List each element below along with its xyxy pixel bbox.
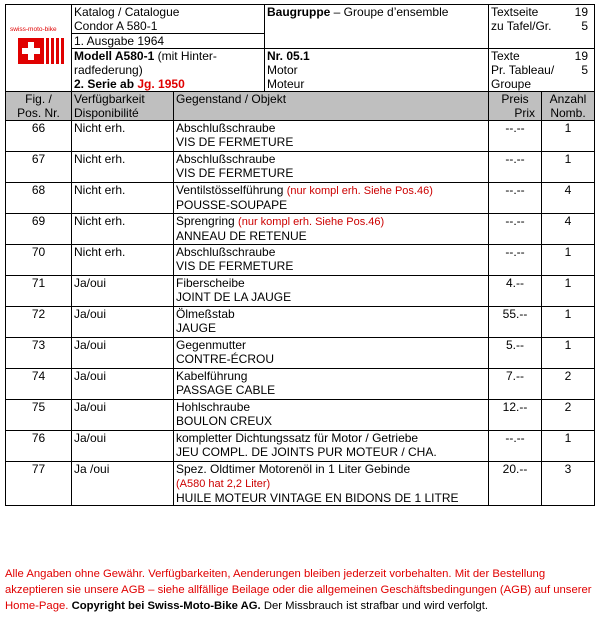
table-row bbox=[6, 245, 595, 276]
qty-cell bbox=[542, 214, 595, 245]
item-name-de: Ventilstösselführung bbox=[176, 183, 287, 197]
availability-cell bbox=[72, 338, 174, 369]
item-cell bbox=[174, 214, 489, 245]
qty-value: 1 bbox=[564, 276, 572, 290]
availability-text: Nicht erh. bbox=[74, 245, 126, 259]
price-value: 5.-- bbox=[506, 338, 524, 352]
item-cell bbox=[174, 121, 489, 152]
availability-cell bbox=[72, 121, 174, 152]
item-name-fr: PASSAGE CABLE bbox=[176, 383, 276, 397]
series-year: Jg. 1950 bbox=[137, 77, 185, 91]
availability-cell bbox=[72, 369, 174, 400]
availability-cell bbox=[72, 400, 174, 431]
price-value: --.-- bbox=[505, 121, 525, 135]
catalog-line2: Condor A 580-1 bbox=[74, 19, 158, 33]
price-value: 55.-- bbox=[502, 307, 528, 321]
qty-cell bbox=[542, 431, 595, 462]
disclaimer bbox=[5, 566, 595, 614]
pos-number: 70 bbox=[31, 245, 46, 259]
qty-value: 3 bbox=[564, 462, 572, 476]
pos-cell bbox=[6, 462, 72, 506]
price-cell bbox=[489, 121, 542, 152]
availability-cell bbox=[72, 245, 174, 276]
catalog-title-cell bbox=[72, 5, 265, 34]
model-name: Modell A580-1 bbox=[74, 49, 155, 63]
pos-number: 73 bbox=[31, 338, 46, 352]
price-cell bbox=[489, 276, 542, 307]
price-value: 12.-- bbox=[502, 400, 528, 414]
availability-text: Nicht erh. bbox=[74, 121, 126, 135]
logo-cell bbox=[6, 5, 72, 92]
item-name-de: Abschlußschraube bbox=[176, 152, 276, 166]
pos-number: 67 bbox=[31, 152, 46, 166]
availability-text: Ja/oui bbox=[74, 338, 107, 352]
table-row bbox=[6, 462, 595, 506]
item-name-fr: POUSSE-SOUPAPE bbox=[176, 198, 288, 212]
availability-cell bbox=[72, 276, 174, 307]
qty-value: 1 bbox=[564, 152, 572, 166]
price-cell bbox=[489, 338, 542, 369]
item-cell bbox=[174, 276, 489, 307]
pos-number: 71 bbox=[31, 276, 46, 290]
catalog-header bbox=[5, 4, 595, 92]
pos-number: 72 bbox=[31, 307, 46, 321]
availability-text: Nicht erh. bbox=[74, 183, 126, 197]
availability-text: Nicht erh. bbox=[74, 152, 126, 166]
table-row bbox=[6, 152, 595, 183]
pos-number: 68 bbox=[31, 183, 46, 197]
item-note: (A580 hat 2,2 Liter) bbox=[176, 478, 271, 490]
table-row bbox=[6, 307, 595, 338]
table-row bbox=[6, 431, 595, 462]
pos-cell bbox=[6, 307, 72, 338]
textseite-value: 19 bbox=[574, 5, 588, 19]
item-name-de: Fiberscheibe bbox=[176, 276, 245, 290]
group-cell bbox=[265, 5, 489, 49]
group-fr: Moteur bbox=[267, 77, 305, 91]
price-value: --.-- bbox=[505, 183, 525, 197]
item-cell bbox=[174, 152, 489, 183]
qty-cell bbox=[542, 276, 595, 307]
tafel-value: 5 bbox=[581, 19, 588, 33]
item-name-fr: HUILE MOTEUR VINTAGE EN BIDONS DE 1 LITRE bbox=[176, 491, 459, 505]
availability-cell bbox=[72, 183, 174, 214]
item-name-fr: VIS DE FERMETURE bbox=[176, 166, 294, 180]
availability-cell bbox=[72, 307, 174, 338]
availability-text: Ja /oui bbox=[74, 462, 110, 476]
edition-cell bbox=[72, 34, 265, 49]
group-label-fr: – Groupe d’ensemble bbox=[330, 5, 449, 19]
price-value: --.-- bbox=[505, 245, 525, 259]
price-value: 7.-- bbox=[506, 369, 524, 383]
item-name-fr: CONTRE-ÉCROU bbox=[176, 352, 274, 366]
col-item: Gegenstand / Objekt bbox=[174, 92, 489, 121]
texte-cell bbox=[489, 49, 595, 92]
pos-number: 66 bbox=[31, 121, 46, 135]
pos-number: 77 bbox=[31, 462, 46, 476]
qty-cell bbox=[542, 121, 595, 152]
price-cell bbox=[489, 369, 542, 400]
parts-table-header bbox=[6, 92, 595, 121]
availability-text: Ja/oui bbox=[74, 307, 107, 321]
pos-number: 69 bbox=[31, 214, 46, 228]
group-label: Baugruppe bbox=[267, 5, 331, 19]
price-cell bbox=[489, 214, 542, 245]
number-cell bbox=[265, 49, 489, 92]
series-label: 2. Serie ab bbox=[74, 77, 138, 91]
tableau-value: 5 bbox=[581, 63, 588, 77]
qty-cell bbox=[542, 369, 595, 400]
table-row bbox=[6, 276, 595, 307]
item-name-de: Hohlschraube bbox=[176, 400, 251, 414]
item-name-fr: ANNEAU DE RETENUE bbox=[176, 229, 307, 243]
qty-value: 1 bbox=[564, 338, 572, 352]
item-cell bbox=[174, 307, 489, 338]
pos-cell bbox=[6, 214, 72, 245]
model-line2: radfederung) bbox=[74, 63, 143, 77]
item-note: (nur kompl erh. Siehe Pos.46) bbox=[286, 185, 433, 197]
item-cell bbox=[174, 369, 489, 400]
pos-cell bbox=[6, 245, 72, 276]
item-note: (nur kompl erh. Siehe Pos.46) bbox=[238, 216, 385, 228]
groupe-label: Groupe bbox=[491, 77, 532, 91]
disclaimer-text: Alle Angaben ohne Gewähr. Verfügbarkeiten, Aenderungen bleiben jederzeit vorbehalten. Mit der Bestellung akzeptieren sie unsere AGB – siehe allfällige Beilage oder die allgemeinen Geschäftsbedingungen (AGB) auf unserer Home-Page. bbox=[5, 568, 592, 612]
qty-cell bbox=[542, 462, 595, 506]
qty-cell bbox=[542, 245, 595, 276]
tafel-label: zu Tafel/Gr. bbox=[491, 19, 552, 33]
catalog-line1: Katalog / Catalogue bbox=[74, 5, 180, 19]
availability-cell bbox=[72, 462, 174, 506]
availability-text: Ja/oui bbox=[74, 276, 107, 290]
pos-cell bbox=[6, 183, 72, 214]
copyright-text: Copyright bei Swiss-Moto-Bike AG. bbox=[71, 600, 261, 612]
table-row bbox=[6, 214, 595, 245]
catalog-page bbox=[5, 4, 594, 506]
swiss-moto-bike-logo bbox=[8, 22, 68, 74]
qty-cell bbox=[542, 307, 595, 338]
col-pos: Fig. / Pos. Nr. bbox=[6, 92, 72, 121]
col-availability: Verfügbarkeit Disponibilité bbox=[72, 92, 174, 121]
qty-value: 2 bbox=[564, 400, 572, 414]
parts-table bbox=[5, 91, 595, 506]
texte-value: 19 bbox=[574, 49, 588, 63]
price-cell bbox=[489, 431, 542, 462]
qty-value: 1 bbox=[564, 121, 572, 135]
pos-cell bbox=[6, 121, 72, 152]
price-value: --.-- bbox=[505, 214, 525, 228]
item-name-fr: VIS DE FERMETURE bbox=[176, 259, 294, 273]
pos-number: 75 bbox=[31, 400, 46, 414]
item-cell bbox=[174, 183, 489, 214]
item-cell bbox=[174, 462, 489, 506]
parts-rows bbox=[6, 121, 595, 506]
item-name-de: Ölmeßstab bbox=[176, 307, 235, 321]
pos-cell bbox=[6, 369, 72, 400]
abuse-text: Der Missbrauch ist strafbar und wird verfolgt. bbox=[260, 600, 488, 612]
table-row bbox=[6, 121, 595, 152]
qty-cell bbox=[542, 152, 595, 183]
qty-cell bbox=[542, 183, 595, 214]
price-value: 20.-- bbox=[502, 462, 528, 476]
availability-cell bbox=[72, 431, 174, 462]
pos-cell bbox=[6, 431, 72, 462]
item-name-fr: BOULON CREUX bbox=[176, 414, 273, 428]
qty-value: 1 bbox=[564, 307, 572, 321]
price-value: --.-- bbox=[505, 152, 525, 166]
qty-value: 1 bbox=[564, 245, 572, 259]
price-cell bbox=[489, 183, 542, 214]
price-cell bbox=[489, 400, 542, 431]
availability-text: Ja/oui bbox=[74, 431, 107, 445]
qty-value: 4 bbox=[564, 183, 572, 197]
pos-cell bbox=[6, 152, 72, 183]
logo-text: swiss-moto-bike bbox=[10, 26, 57, 33]
pos-cell bbox=[6, 276, 72, 307]
table-row bbox=[6, 183, 595, 214]
qty-value: 2 bbox=[564, 369, 572, 383]
model-cell bbox=[72, 49, 265, 92]
table-row bbox=[6, 369, 595, 400]
textseite-label: Textseite bbox=[491, 5, 539, 19]
item-cell bbox=[174, 245, 489, 276]
item-name-de: Abschlußschraube bbox=[176, 121, 276, 135]
item-cell bbox=[174, 338, 489, 369]
qty-cell bbox=[542, 338, 595, 369]
group-de: Motor bbox=[267, 63, 298, 77]
availability-cell bbox=[72, 152, 174, 183]
textseite-cell bbox=[489, 5, 595, 49]
item-cell bbox=[174, 431, 489, 462]
price-cell bbox=[489, 462, 542, 506]
texte-label: Texte bbox=[491, 49, 520, 63]
col-qty: Anzahl Nomb. bbox=[542, 92, 595, 121]
item-name-de: Sprengring bbox=[176, 214, 239, 228]
price-cell bbox=[489, 307, 542, 338]
item-name-fr: JOINT DE LA JAUGE bbox=[176, 290, 292, 304]
pos-number: 76 bbox=[31, 431, 46, 445]
model-suffix: (mit Hinter- bbox=[154, 49, 217, 63]
availability-cell bbox=[72, 214, 174, 245]
pos-cell bbox=[6, 338, 72, 369]
edition-text: 1. Ausgabe 1964 bbox=[74, 34, 165, 48]
tableau-label: Pr. Tableau/ bbox=[491, 63, 555, 77]
item-name-fr: VIS DE FERMETURE bbox=[176, 135, 294, 149]
price-cell bbox=[489, 152, 542, 183]
item-name-fr: JAUGE bbox=[176, 321, 217, 335]
table-row bbox=[6, 338, 595, 369]
item-name-de: Abschlußschraube bbox=[176, 245, 276, 259]
price-value: --.-- bbox=[505, 431, 525, 445]
item-name-de: Spez. Oldtimer Motorenöl in 1 Liter Gebinde bbox=[176, 462, 411, 476]
qty-value: 1 bbox=[564, 431, 572, 445]
item-name-de: Kabelführung bbox=[176, 369, 248, 383]
availability-text: Ja/oui bbox=[74, 400, 107, 414]
pos-number: 74 bbox=[31, 369, 46, 383]
price-cell bbox=[489, 245, 542, 276]
qty-cell bbox=[542, 400, 595, 431]
availability-text: Nicht erh. bbox=[74, 214, 126, 228]
pos-cell bbox=[6, 400, 72, 431]
item-name-fr: JEU COMPL. DE JOINTS PUR MOTEUR / CHA. bbox=[176, 445, 437, 459]
price-value: 4.-- bbox=[506, 276, 524, 290]
table-row bbox=[6, 400, 595, 431]
item-name-de: Gegenmutter bbox=[176, 338, 247, 352]
col-price: Preis Prix bbox=[489, 92, 542, 121]
availability-text: Ja/oui bbox=[74, 369, 107, 383]
group-number: Nr. 05.1 bbox=[267, 49, 310, 63]
item-cell bbox=[174, 400, 489, 431]
qty-value: 4 bbox=[564, 214, 572, 228]
item-name-de: kompletter Dichtungssatz für Motor / Getriebe bbox=[176, 431, 419, 445]
